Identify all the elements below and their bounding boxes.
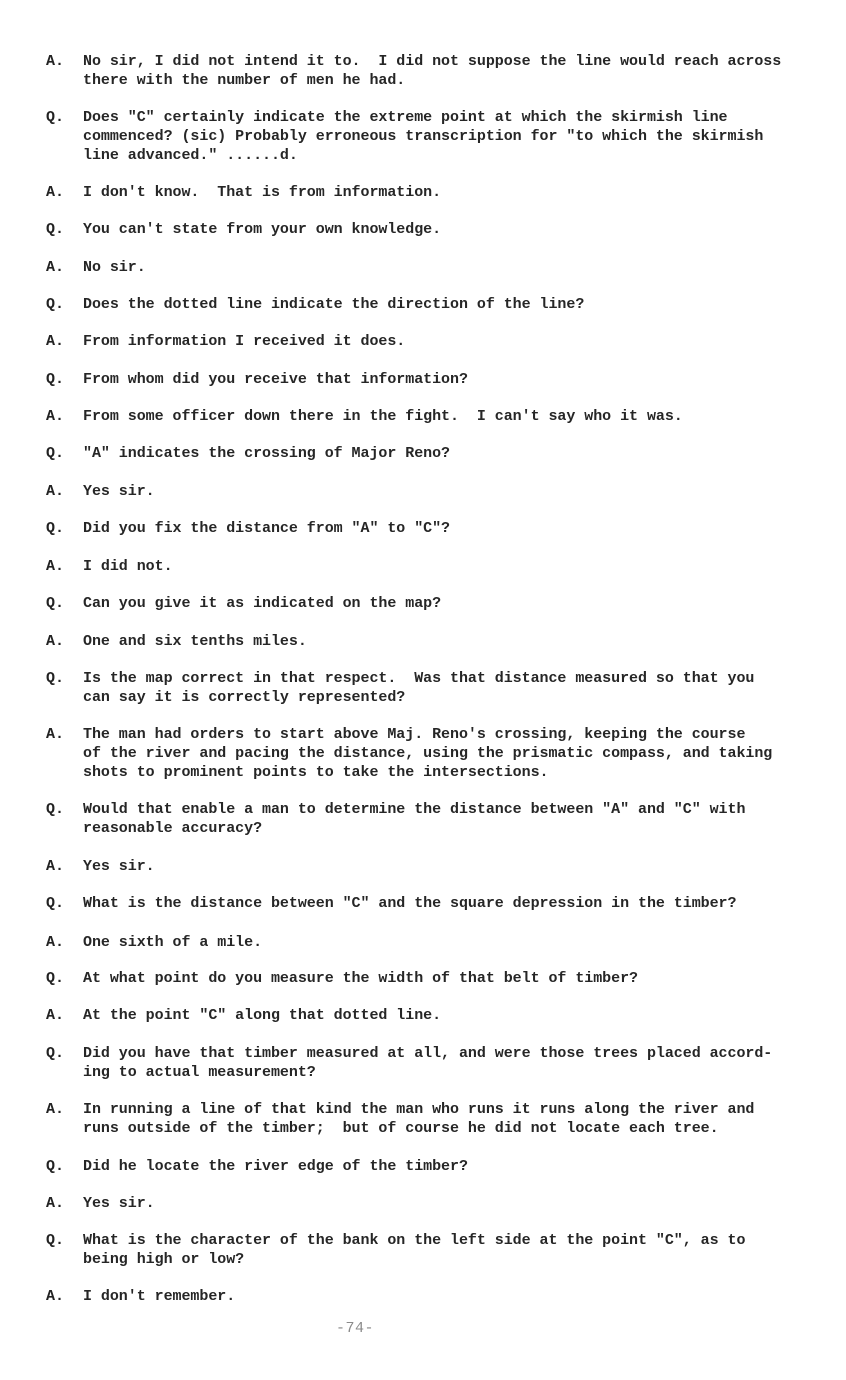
speaker-label: Q. <box>46 109 65 126</box>
speaker-label: A. <box>46 558 65 575</box>
speaker-label: A. <box>46 53 65 70</box>
speaker-label: Q. <box>46 296 65 313</box>
transcript-text: Did you fix the distance from "A" to "C"? <box>83 520 451 537</box>
transcript-text: Yes sir. <box>83 858 155 875</box>
speaker-label: A. <box>46 934 65 951</box>
speaker-label: Q. <box>46 445 65 462</box>
transcript-text: Yes sir. <box>83 1195 155 1212</box>
transcript-text: I don't know. That is from information. <box>83 184 442 201</box>
speaker-label: Q. <box>46 520 65 537</box>
transcript-text: The man had orders to start above Maj. Reno's crossing, keeping the course of the river and pacing the distance, using the prismatic compass, and taking shots to prominent points to take the intersections. <box>83 726 773 781</box>
speaker-label: A. <box>46 1195 65 1212</box>
transcript-text: No sir. <box>83 259 146 276</box>
speaker-label: Q. <box>46 1045 65 1062</box>
transcript-text: One and six tenths miles. <box>83 633 307 650</box>
transcript-text: At the point "C" along that dotted line. <box>83 1007 442 1024</box>
transcript-text: One sixth of a mile. <box>83 934 263 951</box>
transcript-text: Does the dotted line indicate the direction of the line? <box>83 296 585 313</box>
transcript-text: In running a line of that kind the man who runs it runs along the river and runs outside of the timber; but of course he did not locate each tree. <box>83 1101 755 1137</box>
speaker-label: A. <box>46 259 65 276</box>
transcript-text: You can't state from your own knowledge. <box>83 221 442 238</box>
speaker-label: Q. <box>46 895 65 912</box>
transcript-text: Did you have that timber measured at all, and were those trees placed accord- ing to actual measurement? <box>83 1045 773 1081</box>
speaker-label: Q. <box>46 670 65 687</box>
speaker-label: A. <box>46 726 65 743</box>
speaker-label: A. <box>46 1007 65 1024</box>
transcript-text: Yes sir. <box>83 483 155 500</box>
speaker-label: Q. <box>46 371 65 388</box>
speaker-label: A. <box>46 1101 65 1118</box>
transcript-text: At what point do you measure the width of that belt of timber? <box>83 970 638 987</box>
speaker-label: Q. <box>46 970 65 987</box>
transcript-text: From whom did you receive that information? <box>83 371 468 388</box>
transcript-text: No sir, I did not intend it to. I did not suppose the line would reach across there with the number of men he had. <box>83 53 782 89</box>
speaker-label: A. <box>46 333 65 350</box>
transcript-text: Can you give it as indicated on the map? <box>83 595 442 612</box>
transcript-text: Did he locate the river edge of the timber? <box>83 1158 468 1175</box>
transcript-text: Does "C" certainly indicate the extreme point at which the skirmish line commenced? (sic) Probably erroneous transcription for "to which the skirmish line advanced." ......d. <box>83 109 764 164</box>
speaker-label: Q. <box>46 1232 65 1249</box>
transcript-text: From information I received it does. <box>83 333 406 350</box>
speaker-label: A. <box>46 1288 65 1305</box>
transcript-text: "A" indicates the crossing of Major Reno? <box>83 445 451 462</box>
transcript-text: Would that enable a man to determine the distance between "A" and "C" with reasonable accuracy? <box>83 801 746 837</box>
page-number: -74- <box>336 1320 375 1337</box>
speaker-label: A. <box>46 858 65 875</box>
transcript-text: From some officer down there in the fight. I can't say who it was. <box>83 408 683 425</box>
speaker-label: Q. <box>46 801 65 818</box>
speaker-label: Q. <box>46 595 65 612</box>
transcript-text: What is the distance between "C" and the square depression in the timber? <box>83 895 737 912</box>
speaker-label: A. <box>46 408 65 425</box>
speaker-label: A. <box>46 633 65 650</box>
speaker-label: Q. <box>46 221 65 238</box>
transcript-text: Is the map correct in that respect. Was that distance measured so that you can say it is correctly represented? <box>83 670 755 706</box>
transcript-text: I did not. <box>83 558 173 575</box>
speaker-label: A. <box>46 483 65 500</box>
speaker-label: Q. <box>46 1158 65 1175</box>
transcript-text: I don't remember. <box>83 1288 236 1305</box>
transcript-text: What is the character of the bank on the left side at the point "C", as to being high or low? <box>83 1232 746 1268</box>
speaker-label: A. <box>46 184 65 201</box>
